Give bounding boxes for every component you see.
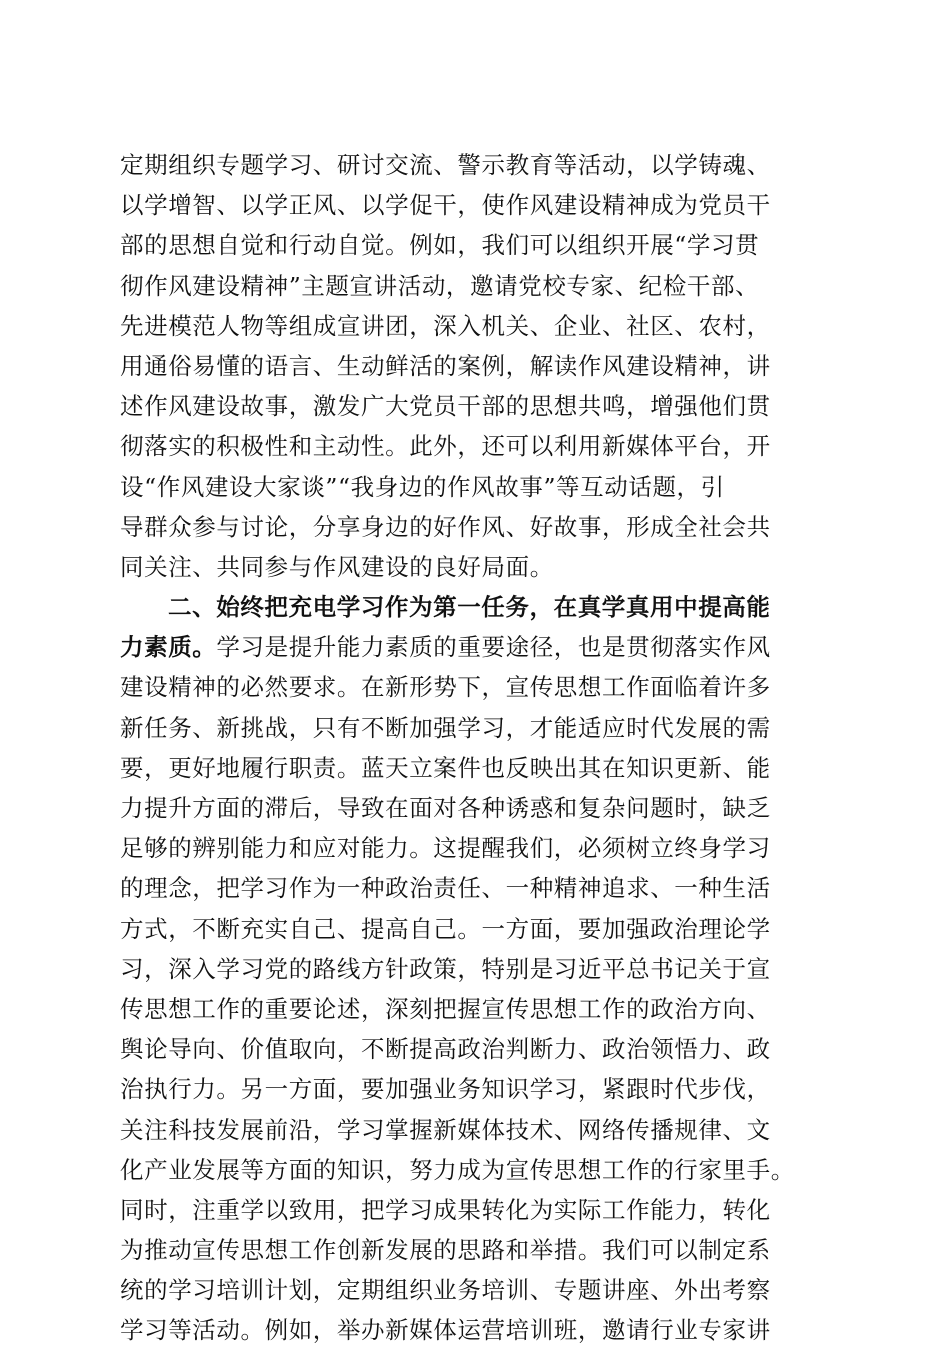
body-text: [120, 145, 836, 1351]
text-line: [120, 627, 836, 667]
text-line: 同时，注重学以致用，把学习成果转化为实际工作能力，转化: [120, 1195, 771, 1224]
text-line: 力提升方面的滞后，导致在面对各种诱惑和复杂问题时，缺乏: [120, 794, 771, 822]
text-line: 述作风建设故事，激发广大党员干部的思想共鸣，增强他们贯: [120, 392, 771, 421]
text-line: 习，深入学习党的路线方针政策，特别是习近平总书记关于宣: [120, 954, 771, 983]
text-line: 关注科技发展前沿，学习掌握新媒体技术、网络传播规律、文: [120, 1115, 771, 1144]
text-line: 彻落实的积极性和主动性。此外，还可以利用新媒体平台，开: [120, 432, 771, 461]
text-line: 统的学习培训计划，定期组织业务培训、专题讲座、外出考察: [120, 1276, 771, 1305]
text-line: 要，更好地履行职责。蓝天立案件也反映出其在知识更新、能: [120, 753, 771, 782]
text-line: 为推动宣传思想工作创新发展的思路和举措。我们可以制定系: [120, 1236, 771, 1265]
text-line: 足够的辨别能力和应对能力。这提醒我们，必须树立终身学习: [120, 834, 771, 863]
text-line: 新任务、新挑战，只有不断加强学习，才能适应时代发展的需: [120, 713, 771, 742]
text-line: 彻作风建设精神”主题宣讲活动，邀请党校专家、纪检干部、: [120, 271, 760, 300]
text-line: 部的思想自觉和行动自觉。例如，我们可以组织开展“学习贯: [120, 231, 760, 260]
text-line: 以学增智、以学正风、以学促干，使作风建设精神成为党员干: [120, 191, 771, 220]
section-heading: 二、始终把充电学习作为第一任务，在真学真用中提高能: [168, 593, 771, 622]
text-line: 定期组织专题学习、研讨交流、警示教育等活动，以学铸魂、: [120, 151, 771, 179]
text-run: 学习是提升能力素质的重要途径，也是贯彻落实作风: [216, 633, 771, 662]
text-line: 方式，不断充实自己、提高自己。一方面，要加强政治理论学: [120, 914, 771, 943]
text-line: 的理念，把学习作为一种政治责任、一种精神追求、一种生活: [120, 874, 771, 903]
text-line: 建设精神的必然要求。在新形势下，宣传思想工作面临着许多: [120, 673, 771, 702]
text-line: 学习等活动。例如，举办新媒体运营培训班，邀请行业专家讲: [120, 1316, 771, 1345]
text-line: 先进模范人物等组成宣讲团，深入机关、企业、社区、农村，: [120, 311, 771, 340]
text-line: 设“作风建设大家谈”“我身边的作风故事”等互动话题，引: [120, 472, 725, 501]
text-line: 同关注、共同参与作风建设的良好局面。: [120, 552, 554, 581]
text-line: 导群众参与讨论，分享身边的好作风、好故事，形成全社会共: [120, 512, 771, 541]
text-line: 用通俗易懂的语言、生动鲜活的案例，解读作风建设精神，讲: [120, 351, 771, 380]
text-line: 化产业发展等方面的知识，努力成为宣传思想工作的行家里手。: [120, 1155, 795, 1184]
text-line: 治执行力。另一方面，要加强业务知识学习，紧跟时代步伐，: [120, 1075, 771, 1104]
text-line: 传思想工作的重要论述，深刻把握宣传思想工作的政治方向、: [120, 994, 771, 1023]
section-heading-end: 力素质。: [120, 633, 217, 662]
text-line: 舆论导向、价值取向，不断提高政治判断力、政治领悟力、政: [120, 1035, 771, 1064]
